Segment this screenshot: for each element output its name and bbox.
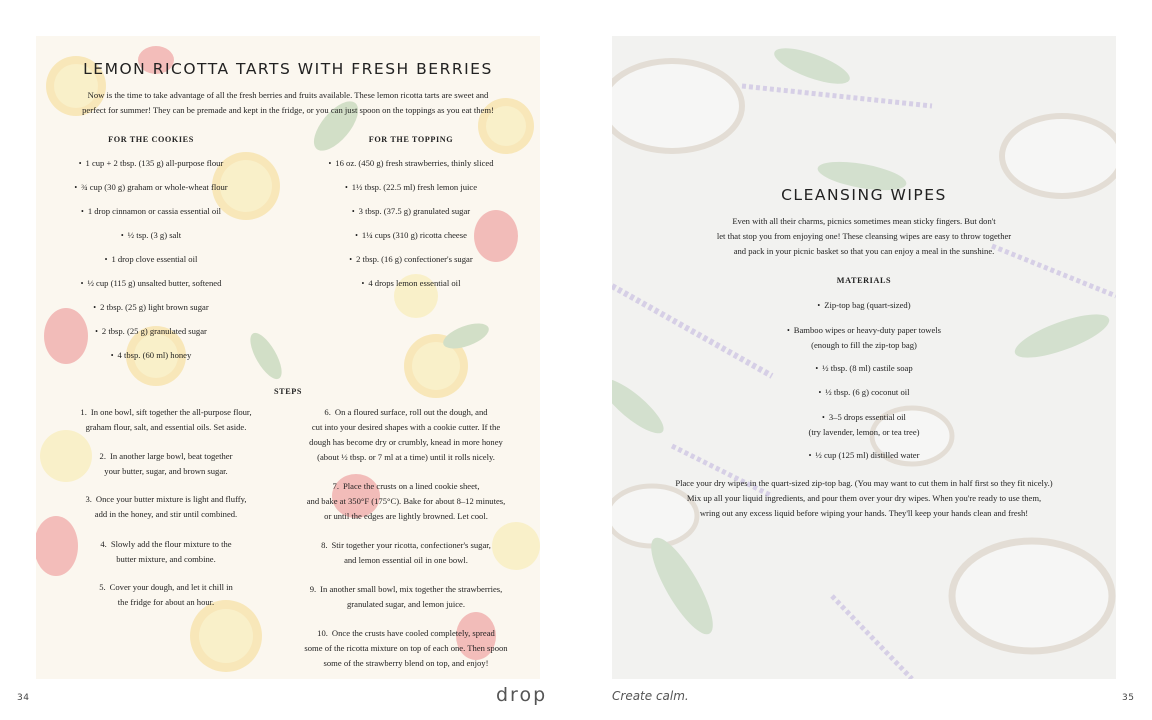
list-item: • 4 tbsp. (60 ml) honey xyxy=(110,350,192,360)
list-item: • 1½ tbsp. (22.5 ml) fresh lemon juice xyxy=(344,182,478,192)
list-item: • ½ tbsp. (6 g) coconut oil xyxy=(818,387,910,397)
right-page-number: 35 xyxy=(1122,693,1135,703)
step-item: 3. Once your butter mixture is light and fluffy, add in the honey, and stir until combined. xyxy=(85,494,247,519)
intro-line: perfect for summer! They can be premade and kept in the fridge, or you can just spoon on the toppings as you eat them! xyxy=(82,105,494,115)
cookies-heading: FOR THE COOKIES xyxy=(108,135,194,144)
intro-line: and pack in your picnic basket so that you can enjoy a meal in the sunshine. xyxy=(733,246,995,256)
step-item: 1. In one bowl, sift together the all-purpose flour, graham flour, salt, and essential oils. Set aside. xyxy=(80,407,252,432)
wipes-title: CLEANSING WIPES xyxy=(781,186,947,204)
list-item: • 2 tbsp. (16 g) confectioner's sugar xyxy=(349,254,473,264)
steps-heading: STEPS xyxy=(273,387,303,396)
topping-heading: FOR THE TOPPING xyxy=(368,135,454,144)
list-item: • 1 drop clove essential oil xyxy=(104,254,198,264)
step-item: 4. Slowly add the flour mixture to the butter mixture, and combine. xyxy=(100,539,232,564)
right-page xyxy=(612,36,1116,679)
list-item: • 3–5 drops essential oil (try lavender, lemon, or tea tree) xyxy=(808,412,920,437)
step-item: 8. Stir together your ricotta, confectioner's sugar, and lemon essential oil in one bowl. xyxy=(321,540,491,565)
list-item: • ½ cup (115 g) unsalted butter, softened xyxy=(80,278,222,288)
list-item: • 1 cup + 2 tbsp. (135 g) all-purpose flour xyxy=(78,158,224,168)
steps-left-column xyxy=(56,405,276,655)
wipes-instructions xyxy=(612,476,1116,521)
list-item: • 3 tbsp. (37.5 g) granulated sugar xyxy=(351,206,471,216)
step-item: 7. Place the crusts on a lined cookie sheet, and bake at 350°F (175°C). Bake for about 8–12 minutes, or until the edges are lightly browned. Let cool. xyxy=(306,481,506,521)
list-item: • 4 drops lemon essential oil xyxy=(361,278,461,288)
list-item: • 2 tbsp. (25 g) light brown sugar xyxy=(93,302,209,312)
instruction-line: Place your dry wipes in the quart-sized zip-top bag. (You may want to cut them in half first so they fit nicely.) xyxy=(675,478,1053,488)
list-item: • Bamboo wipes or heavy-duty paper towels (enough to fill the zip-top bag) xyxy=(786,325,942,350)
step-item: 5. Cover your dough, and let it chill in the fridge for about an hour. xyxy=(99,582,233,607)
recipe-intro xyxy=(36,88,540,118)
left-page-number: 34 xyxy=(17,693,30,703)
list-item: • ¾ cup (30 g) graham or whole-wheat flour xyxy=(74,182,228,192)
step-item: 10. Once the crusts have cooled completely, spread some of the ricotta mixture on top of each one. Then spoon some of the strawberry blend on top, and enjoy! xyxy=(304,628,508,668)
step-item: 2. In another large bowl, beat together your butter, sugar, and brown sugar. xyxy=(99,451,233,476)
step-item: 6. On a floured surface, roll out the dough, and cut into your desired shapes with a cookie cutter. If the dough has become dry or crumbly, knead in more honey (about ½ tbsp. or 7 ml at a time) until it rolls nicely. xyxy=(309,407,503,462)
instruction-line: Mix up all your liquid ingredients, and pour them over your dry wipes. When you're ready to use them, xyxy=(686,493,1042,503)
list-item: • ½ tbsp. (8 ml) castile soap xyxy=(815,363,913,373)
wipes-intro xyxy=(612,214,1116,259)
list-item: • 1¼ cups (310 g) ricotta cheese xyxy=(355,230,467,240)
list-item: • Zip-top bag (quart-sized) xyxy=(817,300,911,310)
tagline: Create calm. xyxy=(612,689,689,703)
list-item: • ½ cup (125 ml) distilled water xyxy=(808,450,920,460)
intro-line: Now is the time to take advantage of all the fresh berries and fruits available. These lemon ricotta tarts are sweet and xyxy=(87,90,489,100)
left-page xyxy=(36,36,540,679)
list-item: • 1 drop cinnamon or cassia essential oil xyxy=(81,206,221,216)
list-item: • ½ tsp. (3 g) salt xyxy=(120,230,182,240)
materials-list xyxy=(612,299,1116,473)
topping-list xyxy=(306,157,516,301)
intro-line: let that stop you from enjoying one! These cleansing wipes are easy to throw together xyxy=(716,231,1012,241)
instruction-line: wring out any excess liquid before wiping your hands. They'll keep your hands clean and fresh! xyxy=(699,508,1029,518)
list-item: • 16 oz. (450 g) fresh strawberries, thinly sliced xyxy=(328,158,494,168)
intro-line: Even with all their charms, picnics sometimes mean sticky fingers. But don't xyxy=(732,216,996,226)
recipe-title: LEMON RICOTTA TARTS WITH FRESH BERRIES xyxy=(83,60,493,78)
steps-right-column xyxy=(286,405,526,675)
list-item: • 2 tbsp. (25 g) granulated sugar xyxy=(95,326,207,336)
cookies-list xyxy=(56,157,246,373)
step-item: 9. In another small bowl, mix together the strawberries, granulated sugar, and lemon juice. xyxy=(309,584,503,609)
materials-heading: MATERIALS xyxy=(836,276,892,285)
brand-logo: drop xyxy=(496,684,548,706)
